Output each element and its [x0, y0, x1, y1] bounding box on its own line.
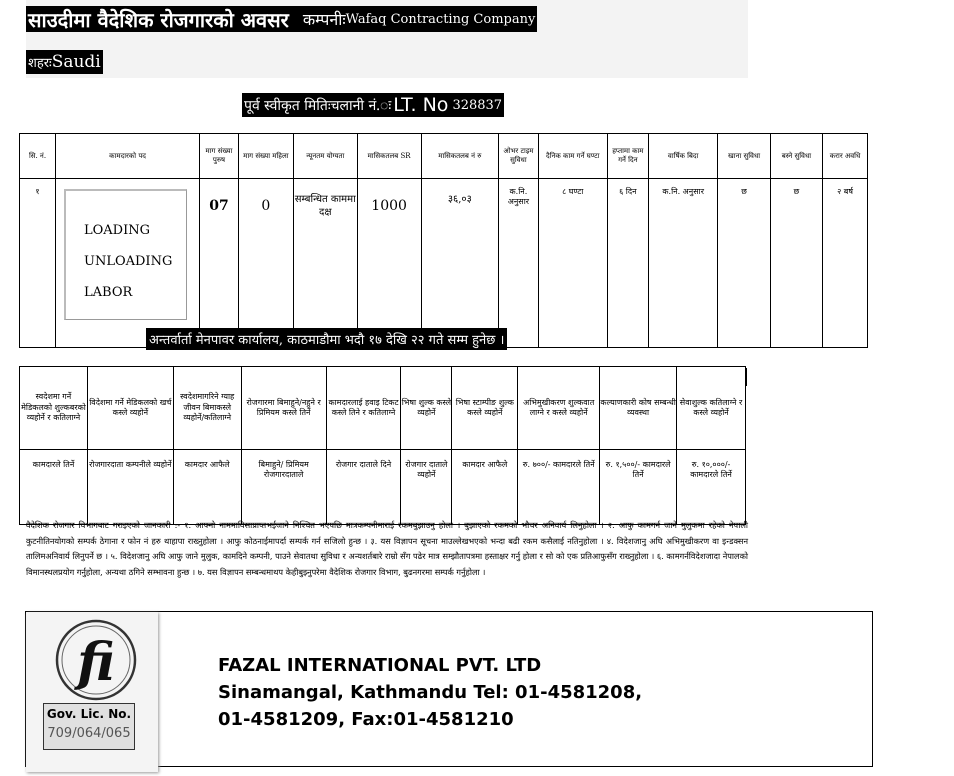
header-cell: स्वदेशमा गर्ने मेडिकलको शुल्कबरको व्यहोर्ने र कतिलाग्ने	[20, 367, 88, 450]
work-days: ६ दिन	[607, 179, 648, 348]
cost-cell: रोजगार दाताले दिने	[326, 450, 401, 525]
cost-table	[19, 366, 746, 525]
company-label: कम्पनीः	[302, 10, 346, 29]
header-cell: करार अवधि	[823, 134, 868, 179]
cost-cell: रु. १०,०००/- कामदारले तिर्ने	[677, 450, 746, 525]
header-cell: वार्षिक बिदा	[648, 134, 717, 179]
housing-facility: छ	[770, 179, 822, 348]
header-cell: माग संख्या महिला	[238, 134, 293, 179]
city-banner	[26, 50, 103, 74]
food-facility: छ	[718, 179, 770, 348]
header-cell: कामदारको पद	[56, 134, 200, 179]
title-banner	[26, 6, 537, 32]
cost-cell: कामदार आफैले	[452, 450, 518, 525]
overtime: क.नि. अनुसार	[499, 179, 539, 348]
female-count: 0	[238, 179, 293, 348]
header-cell: ओभर टाइम सुविधा	[499, 134, 539, 179]
company-contact: 01-4581209, Fax:01-4581210	[218, 709, 514, 730]
company-logo	[50, 618, 144, 706]
company-info	[218, 652, 642, 733]
approval-label: पूर्व स्वीकृत मितिःचलानी नं.ः	[244, 97, 392, 114]
salary-sr: 1000	[357, 179, 421, 348]
cost-cell: रोजगार दाताले व्यहोर्ने	[401, 450, 452, 525]
gov-license-label: Gov. Lic. No.	[46, 707, 132, 721]
cost-cell: कामदार आफैले	[173, 450, 241, 525]
header-cell: रोजगारमा बिमाहुने/नहुने र प्रिमियम कस्ले तिर्ने	[241, 367, 326, 450]
header-cell: हप्तामा काम गर्ने दिन	[607, 134, 648, 179]
position-cell	[56, 179, 200, 348]
male-count: 07	[200, 179, 239, 348]
position-line: LOADING	[84, 223, 150, 238]
position-text	[84, 215, 172, 308]
cost-cell: कामदारले तिर्ने	[20, 450, 88, 525]
logo-mark: fi	[77, 632, 115, 693]
notice-text: वैदेशिक रोजगार विभागबाट गराइएको जानकारी :- १. आफ्नो नाममाविसाप्राप्तभईजाने निश्चित भएपछि मात्रकम्पनीमाराई रकमबुझाउनु होला । बुझाएको रकमको भौचर अनिवार्य लिनुहोला । २. आफु कामगर्न जाने मुलुकमा रहेको नेपाली कुटनीतिनयोगको सम्पर्क ठेगाना र फोन नं हरु थाहापा राख्नुहोला । आफु कोठनाईमापर्दा सम्पर्क गर्न सजिलो हुन्छ । ३. यस विज्ञापन सूचना माउल्लेखभएको भन्दा बढी रकम कसैलाई नतिनुहोला । ४. विदेशजानु अघि अभिमुखीकरण वा इन्डक्सन तालिमअनिवार्य लिनुपर्ने छ । ५. विदेशजानु अघि आफु जाने मुलुक, कामदिने कम्पनी, पाउने सेवातथा सुविधा र अन्यशर्तबारे राम्रो सँग पढेर मात्र सम्झौतापत्रमा हस्ताक्षर गर्नु होला र सो को एक प्रतिआफुसँग राख्नुहोला । ६. कामगर्नविदेशजादा नेपालको विमानस्थलप्रयोग गर्नुहोला, अन्यथा ठगिने सम्भावना हुन्छ । ७. यस विज्ञापन सम्बन्धमाथप केहीबुझ्नुपरेमा वैदेशिक रोजगार विभाग, बुढनगरमा सम्पर्क गर्नुहोला ।	[26, 520, 748, 577]
cost-table-header	[20, 367, 746, 450]
job-table-header	[20, 134, 868, 179]
company-name: Wafaq Contracting Company	[345, 11, 536, 27]
company-address: Sinamangal, Kathmandu Tel: 01-4581208,	[218, 682, 643, 703]
position-line: UNLOADING	[84, 254, 173, 269]
page-title: साउदीमा वैदेशिक रोजगारको अवसर	[28, 7, 289, 32]
city-value: Saudi	[51, 52, 101, 72]
qualification: सम्बन्धित काममा दक्ष	[293, 179, 357, 348]
header-cell: सेवाशुल्क कतिलाग्ने र कस्ले व्यहोर्ने	[677, 367, 746, 450]
work-hours: ८ घण्टा	[538, 179, 607, 348]
table-marker	[745, 368, 747, 386]
header-cell: कामदारलाई हवाइ टिकट कस्ले तिने र कतिलाग्ने	[326, 367, 401, 450]
cost-cell: रु. १,५००/- कामदारले तिर्ने	[600, 450, 677, 525]
header-cell: न्यूनतम योग्यता	[293, 134, 357, 179]
header-cell: खाना सुविधा	[718, 134, 770, 179]
table-row	[20, 450, 746, 525]
header-cell: भिषा शुल्क कस्ले व्यहोर्ने	[401, 367, 452, 450]
serial-number: १	[20, 179, 56, 348]
approval-banner	[242, 93, 504, 117]
header-cell: विदेशमा गर्ने मेडिकलको खर्च कस्ले व्यहोर्ने	[87, 367, 173, 450]
approval-lt: LT. No	[393, 94, 449, 116]
header-cell: सि. नं.	[20, 134, 56, 179]
header-cell: दैनिक काम गर्ने घण्टा	[538, 134, 607, 179]
cost-cell: बिमाहुने/ प्रिमियम रोजगारदाताले	[241, 450, 326, 525]
header-cell: माग संख्या पुरुष	[200, 134, 239, 179]
gov-license-number: 709/064/065	[47, 726, 131, 741]
contract-period: २ बर्ष	[823, 179, 868, 348]
annual-leave: क.नि. अनुसार	[648, 179, 717, 348]
approval-number: 328837	[452, 97, 503, 113]
cost-cell: रु. ७००/- कामदारले तिर्ने	[518, 450, 600, 525]
company-title: FAZAL INTERNATIONAL PVT. LTD	[218, 655, 542, 676]
table-row	[20, 179, 868, 348]
header-cell: बस्ने सुविधा	[770, 134, 822, 179]
header-cell: मासिकतलब SR	[357, 134, 421, 179]
header-cell: स्वदेशमागरिने ग्याह जीवन बिमाकस्ले व्यहोर्ने/कतिलाग्ने	[173, 367, 241, 450]
header-cell: अभिमुखीकरण शुल्कवात लाग्ने र कस्ले व्यहोर्ने	[518, 367, 600, 450]
city-label: शहरः	[28, 56, 52, 71]
position-line: LABOR	[84, 285, 133, 300]
job-table	[19, 133, 868, 348]
gov-license-box	[43, 703, 135, 750]
header-cell: मासिकतलब नं रु	[421, 134, 499, 179]
header-cell: भिषा स्टाम्पीङ शुल्क कस्ले व्यहोर्ने	[452, 367, 518, 450]
cost-cell: रोजगारदाता कम्पनीले व्यहोर्ने	[87, 450, 173, 525]
interview-banner: अन्तर्वार्ता मेनपावर कार्यालय, काठमाडौमा भदौ १७ देखि २२ गते सम्म हुनेछ ।	[146, 328, 507, 350]
header-cell: कल्याणकारी कोष सम्बन्धी व्यवस्था	[600, 367, 677, 450]
salary-npr: ३६,०३	[421, 179, 499, 348]
